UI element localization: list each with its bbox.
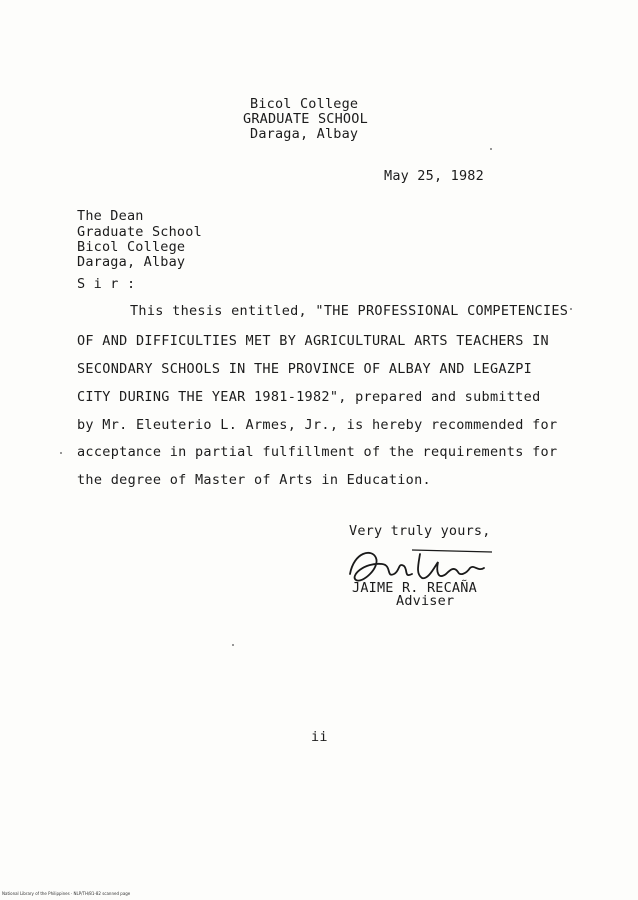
addressee-line-1: The Dean: [77, 208, 144, 224]
page-number: ii: [311, 729, 328, 745]
body-line-4: CITY DURING THE YEAR 1981-1982", prepared and submitted: [77, 389, 541, 405]
body-line-3: SECONDARY SCHOOLS IN THE PROVINCE OF ALBAY AND LEGAZPI: [77, 361, 533, 377]
scan-speck: [570, 308, 572, 310]
scan-footer: National Library of the Philippines · NLP/TH/81-82 scanned page: [2, 891, 131, 896]
scan-speck: [490, 148, 492, 150]
header-school: GRADUATE SCHOOL: [243, 111, 368, 127]
scan-speck: [232, 644, 234, 646]
addressee-line-4: Daraga, Albay: [77, 254, 186, 270]
addressee-line-3: Bicol College: [77, 239, 186, 255]
body-line-2: OF AND DIFFICULTIES MET BY AGRICULTURAL ARTS TEACHERS IN: [77, 333, 549, 349]
letter-date: May 25, 1982: [384, 168, 484, 184]
header-location: Daraga, Albay: [250, 126, 359, 142]
body-line-7: the degree of Master of Arts in Education.: [77, 472, 431, 488]
body-line-5: by Mr. Eleuterio L. Armes, Jr., is hereby recommended for: [77, 417, 558, 433]
salutation: S i r :: [77, 276, 136, 292]
signer-name: JAIME R. RECAÑA: [352, 580, 477, 596]
scan-speck: [60, 452, 62, 454]
signer-title: Adviser: [396, 593, 455, 609]
body-line-6: acceptance in partial fulfillment of the requirements for: [77, 444, 558, 460]
addressee-line-2: Graduate School: [77, 224, 202, 240]
body-line-1: This thesis entitled, "THE PROFESSIONAL COMPETENCIES: [130, 303, 569, 319]
complimentary-close: Very truly yours,: [349, 523, 491, 539]
header-institution: Bicol College: [250, 96, 359, 112]
